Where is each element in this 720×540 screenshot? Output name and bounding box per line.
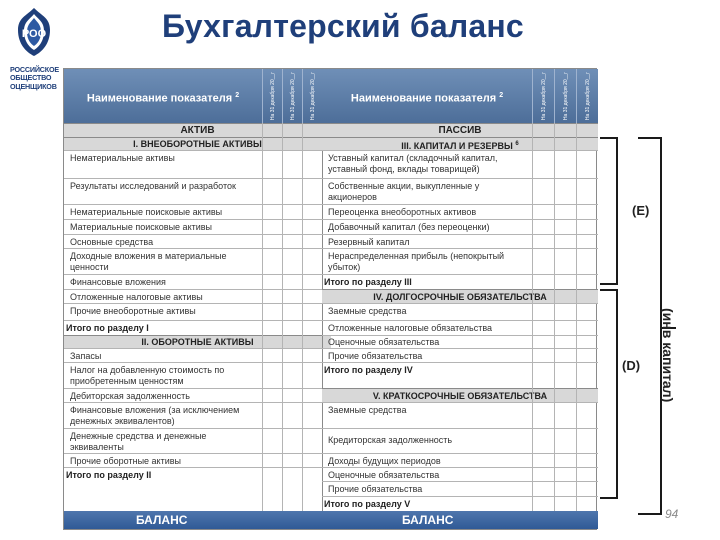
header-name-label: Наименование показателя: [350, 92, 497, 105]
assets-title: АКТИВ: [64, 123, 331, 138]
table-row: Резервный капитал: [322, 234, 598, 249]
section-3-total: Итого по разделу III: [322, 274, 598, 290]
table-row: Прочие оборотные активы: [64, 453, 331, 468]
table-row: Добавочный капитал (без переоценки): [322, 219, 598, 235]
date-col-2: На 31 декабря 20__г: [554, 69, 577, 123]
table-row: Отложенные налоговые активы: [64, 289, 331, 304]
table-row: Собственные акции, выкупленные у акционеров: [322, 178, 598, 205]
table-row: Прочие обязательства: [322, 348, 598, 363]
date-col-1: На 31 декабря 20__г: [532, 69, 555, 123]
table-row: Оценочные обязательства: [322, 335, 598, 349]
table-row: Дебиторская задолженность: [64, 388, 331, 403]
section-4-title: IV. ДОЛГОСРОЧНЫЕ ОБЯЗАТЕЛЬСТВА: [322, 289, 598, 304]
table-row: Прочие обязательства: [322, 481, 598, 497]
table-row: Заемные средства: [322, 402, 598, 429]
date-col-3: На 31 декабря 20__г: [576, 69, 599, 123]
table-row: Финансовые вложения: [64, 274, 331, 290]
equity-label: (E): [632, 203, 650, 218]
liabilities-half: [322, 69, 598, 529]
table-row: Заемные средства: [322, 303, 598, 321]
table-row: Оценочные обязательства: [322, 467, 598, 482]
logo-emblem-text: РОО: [21, 28, 47, 40]
table-row: Уставный капитал (складочный капитал, уставный фонд, вклады товарищей): [322, 150, 598, 179]
assets-header: [64, 69, 331, 123]
invested-capital-label: (инв капитал): [660, 308, 676, 403]
balance-sheet-table: [63, 68, 597, 530]
date-col-1: На 31 декабря 20__г: [262, 69, 283, 123]
table-row: Финансовые вложения (за исключением денежных эквивалентов): [64, 402, 331, 429]
date-col-2: На 31 декабря 20__г: [282, 69, 303, 123]
page-title: Бухгалтерский баланс: [162, 8, 524, 44]
table-row: Доходные вложения в материальные ценности: [64, 248, 331, 275]
section-5-total: Итого по разделу V: [322, 496, 598, 514]
column-divider: [532, 123, 533, 511]
column-divider: [554, 123, 555, 511]
logo-line: РОССИЙСКОЕ: [10, 65, 59, 74]
table-row: Нематериальные активы: [64, 150, 331, 179]
table-row: Отложенные налоговые обязательства: [322, 320, 598, 336]
table-row: Денежные средства и денежные эквиваленты: [64, 428, 331, 454]
date-col-3: На 31 декабря 20__г: [302, 69, 323, 123]
page-number: 94: [665, 507, 679, 521]
section-5-title: V. КРАТКОСРОЧНЫЕ ОБЯЗАТЕЛЬСТВА: [322, 388, 598, 403]
table-row: Доходы будущих периодов: [322, 453, 598, 468]
assets-balance-row: [64, 511, 331, 529]
roo-logo: [8, 6, 66, 96]
table-row: Кредиторская задолженность: [322, 428, 598, 454]
balance-label: БАЛАНС: [136, 513, 188, 527]
table-row: Налог на добавленную стоимость по приобретенным ценностям: [64, 362, 331, 389]
logo-line: ОЦЕНЩИКОВ: [10, 81, 57, 91]
invested-capital-bracket: [638, 137, 662, 515]
liabilities-title: ПАССИВ: [322, 123, 598, 138]
table-row: Переоценка внеоборотных активов: [322, 204, 598, 220]
assets-header-name: [64, 69, 262, 123]
header-name-label: Наименование показателя: [86, 92, 233, 105]
liabilities-header-name: [322, 69, 532, 123]
table-row: Основные средства: [64, 234, 331, 249]
balance-label: БАЛАНС: [402, 513, 454, 527]
table-row: Прочие внеоборотные активы: [64, 303, 331, 321]
logo-text: [10, 66, 70, 91]
table-row: Нематериальные поисковые активы: [64, 204, 331, 220]
liabilities-header: [322, 69, 598, 123]
column-divider: [576, 123, 577, 511]
table-row: Запасы: [64, 348, 331, 363]
section-4-total: Итого по разделу IV: [322, 362, 598, 389]
table-row: Материальные поисковые активы: [64, 219, 331, 235]
column-divider: [262, 123, 263, 511]
table-row: Результаты исследований и разработок: [64, 178, 331, 205]
column-divider: [302, 123, 303, 511]
debt-bracket: [600, 289, 618, 499]
assets-half: [64, 69, 331, 529]
section-3-title: III. КАПИТАЛ И РЕЗЕРВЫ $^6$: [322, 137, 598, 151]
section-1-total: Итого по разделу I: [64, 320, 331, 336]
table-row: Нераспределенная прибыль (непокрытый убыток): [322, 248, 598, 275]
section-2-total: Итого по разделу II: [64, 467, 331, 514]
header-name-note: 2: [235, 92, 240, 99]
debt-label: (D): [622, 358, 641, 373]
section-2-title: II. ОБОРОТНЫЕ АКТИВЫ: [64, 335, 331, 349]
equity-bracket: [600, 137, 618, 285]
column-divider: [282, 123, 283, 511]
logo-line: ОБЩЕСТВО: [10, 73, 52, 83]
header-name-note: 2: [499, 92, 504, 99]
section-1-title: I. ВНЕОБОРОТНЫЕ АКТИВЫ: [64, 137, 331, 151]
liabilities-balance-row: [322, 511, 598, 529]
